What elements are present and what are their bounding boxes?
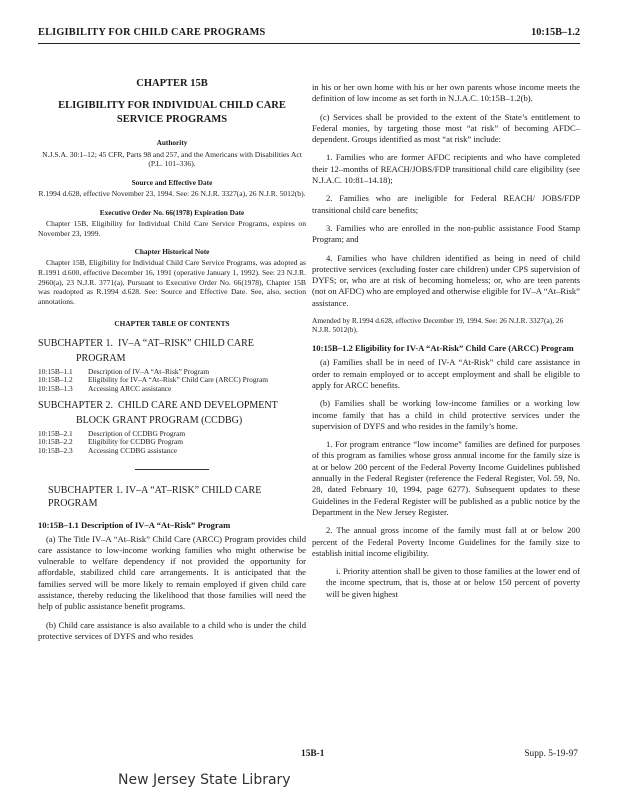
paragraph-c-1: 1. Families who are former AFDC recipients and who have completed their 12–months of REACH/JOBS/FDP transitional child care eligibility (see N.J.A.C. 10:81–14.18);	[312, 152, 580, 186]
toc-subchapter-2: SUBCHAPTER 2. CHILD CARE AND DEVELOPMENT	[38, 399, 278, 411]
section-1-2-b: (b) Families shall be working low-income families or a working low income family that has a child in child protective services under the supervision of DYFS and who resides in the family’s home.	[312, 398, 580, 431]
executive-order-text: Chapter 15B, Eligibility for Individual Child Care Service Programs, expires on November 23, 1999.	[38, 218, 306, 238]
source-text: R.1994 d.628, effective November 23, 1994. See: 26 N.J.R. 3327(a), 26 N.J.R. 5012(b).	[38, 189, 306, 199]
paragraph-c: (c) Services shall be provided to the extent of the State’s entitlement to Federal monies, by targeting those most “at risk” of becoming AFDC–dependent. Groups identified as most “at risk” include:	[312, 111, 580, 145]
toc-entry[interactable]: 10:15B–1.3 Accessing ARCC assistance	[38, 383, 172, 393]
toc-entry[interactable]: 10:15B–1.1 Description of IV–A “At–Risk” Program	[38, 366, 210, 376]
paragraph-c-4: 4. Families who have children identified as being in need of child protective services (excluding foster care children) under CPS supervision of DYFS; or, who are at risk of becoming homeless; or, who are teen parents (not on AFDC) who are employed and otherwise eligible for IV–A “At–Risk” assistance.	[312, 252, 580, 308]
right-column	[312, 82, 580, 607]
section-1-1-heading: 10:15B–1.1 Description of IV–A “At–Risk” Program	[38, 520, 231, 531]
toc-entry[interactable]: 10:15B–1.2 Eligibility for IV–A “At–Risk” Child Care (ARCC) Program	[38, 375, 269, 385]
authority-heading: Authority	[156, 138, 188, 148]
toc-subchapter-1: SUBCHAPTER 1. IV–A “AT–RISK” CHILD CARE	[38, 337, 254, 349]
section-1-2-b-2: 2. The annual gross income of the family must fall at or below 200 percent of the Federal Poverty Income Guidelines for the family size to establish initial income eligibility.	[312, 525, 580, 558]
header-section-number: 10:15B–1.2	[531, 27, 580, 38]
source-heading: Source and Effective Date	[131, 177, 213, 187]
chapter-title: ELIGIBILITY FOR INDIVIDUAL CHILD CARE SERVICE PROGRAMS	[58, 100, 286, 126]
paragraph-c-2: 2. Families who are ineligible for Federal REACH/ JOBS/FDP transitional child care benefits;	[312, 193, 580, 215]
toc-list-1	[38, 368, 306, 394]
section-1-2-b-1: 1. For program entrance “low income” families are defined for purposes of this program as families whose gross annual income for the family size is at or below 200 percent of the Federal Poverty Income Guidelines published annually in the Federal Register (reference the Federal Register, Vol. 59, No. 28, dated February 10, 1994, page 6277). Subsequent updates to these Guidelines in the Federal Register will be published as a public notice by the Department in the New Jersey Register.	[312, 439, 580, 517]
library-watermark: New Jersey State Library	[118, 772, 291, 788]
subchapter-1-heading: SUBCHAPTER 1. IV–A “AT–RISK” CHILD CARE PROGRAM	[48, 485, 262, 510]
toc-list-2	[38, 430, 306, 456]
historical-note-heading: Chapter Historical Note	[134, 247, 210, 257]
chapter-number: CHAPTER 15B	[136, 78, 208, 89]
historical-note-text: Chapter 15B, Eligibility for Individual Child Care Service Programs, was adopted as R.1991 d.600, effective December 16, 1991 (operative January 1, 1992). See: 23 N.J.R. 2960(a), 23 N.J.R. 3771(a). Pursuant to Executive Order No. 66(1978), Chapter 15B was readopted as R.1994 d.628. See: Source and Effective Date. See, also, section annotations.	[38, 258, 306, 306]
executive-order-heading: Executive Order No. 66(1978) Expiration Date	[99, 207, 245, 217]
toc-heading: CHAPTER TABLE OF CONTENTS	[114, 319, 230, 329]
section-divider	[135, 469, 209, 470]
section-1-1-a: (a) The Title IV–A “At–Risk” Child Care (ARCC) Program provides child care assistance to low-income working families who might otherwise be vulnerable to welfare dependency if not provided the opportunity for affordable, stabilized child care arrangements. It is anticipated that the families served will be more likely to remain employed if given child care assistance, thereby reducing the likelihood that those families will need the help of public assistance benefit programs.	[38, 533, 306, 612]
header-title: ELIGIBILITY FOR CHILD CARE PROGRAMS	[38, 27, 266, 38]
paragraph-c-3: 3. Families who are enrolled in the non-public assistance Food Stamp Program; and	[312, 222, 580, 245]
running-header	[38, 27, 580, 44]
toc-subchapter-1-cont: PROGRAM	[76, 352, 126, 364]
page-number: 15B-1	[301, 749, 325, 759]
section-1-2-b-2-i: i. Priority attention shall be given to those families at the lower end of the income spectrum, that is, those at or below 150 percent of poverty will be given highest	[326, 566, 580, 599]
amendment-note: Amended by R.1994 d.628, effective December 19, 1994. See: 26 N.J.R. 3327(a), 26 N.J.R. 5012(b).	[312, 316, 564, 335]
toc-entry[interactable]: 10:15B–2.3 Accessing CCDBG assistance	[38, 445, 178, 455]
toc-subchapter-2-cont: BLOCK GRANT PROGRAM (CCDBG)	[76, 414, 243, 426]
continuation-text: in his or her own home with his or her own parents whose income meets the definition of low income as set forth in N.J.A.C. 10:15B–1.2(b).	[312, 82, 580, 104]
toc-entry[interactable]: 10:15B–2.2 Eligibility for CCDBG Program	[38, 437, 184, 447]
toc-entry[interactable]: 10:15B–2.1 Description of CCDBG Program	[38, 428, 186, 438]
left-column	[38, 78, 306, 649]
section-1-1-b: (b) Child care assistance is also available to a child who is under the child protective services of DYFS and who resides	[38, 619, 306, 641]
supplement-date: Supp. 5-19-97	[524, 749, 578, 759]
authority-text: N.J.S.A. 30:1–12; 45 CFR, Parts 98 and 257, and the Americans with Disabilities Act (P.L. 101–336).	[42, 149, 302, 169]
section-1-2-heading: 10:15B–1.2 Eligibility for IV-A “At-Risk” Child Care (ARCC) Program	[312, 343, 574, 354]
section-1-2-a: (a) Families shall be in need of IV-A “At-Risk” child care assistance in order to remain employed or to accept employment and shall be eligible to apply for ARCC benefits.	[312, 357, 580, 390]
